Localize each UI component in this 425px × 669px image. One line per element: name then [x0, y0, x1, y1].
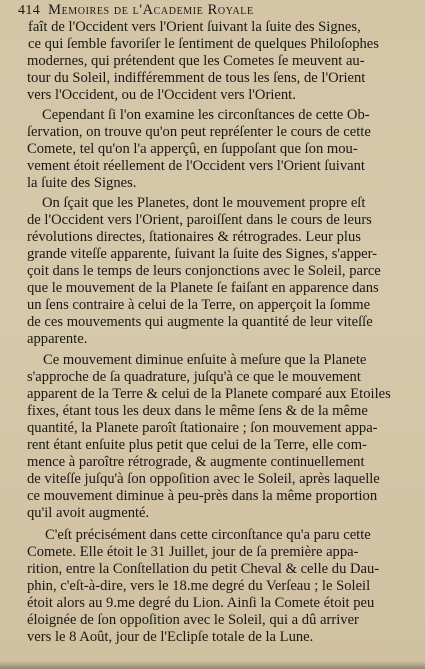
- text-line: quantité, la Planete paroît ſtationaire ; ſon mouvement appa-: [27, 420, 378, 436]
- text-line: de viteſſe juſqu'à ſon oppoſition avec le Soleil, après laquelle: [27, 471, 380, 487]
- text-line: modernes, qui prétendent que les Cometes ſe meuvent au-: [27, 53, 365, 69]
- text-line: fixes, étant tous les deux dans le même ſens & de la même: [27, 403, 368, 419]
- text-line: ce mouvement diminue à peu-près dans la même proportion: [27, 488, 378, 504]
- text-line: la ſuite des Signes.: [27, 175, 137, 191]
- text-line: ſervation, on trouve qu'on peut repréſenter le cours de cette: [27, 124, 371, 140]
- text-line: de ces mouvements qui augmente la quantité de leur viteſſe: [27, 314, 373, 330]
- text-line: On ſçait que les Planetes, dont le mouvement propre eſt: [42, 195, 366, 211]
- text-line: qu'il avoit augmenté.: [27, 505, 150, 521]
- text-line: rition, entre la Conſtellation du petit Cheval & celle du Dau-: [27, 561, 380, 577]
- text-line: grande viteſſe apparente, ſuivant la ſuite des Signes, s'apper-: [27, 246, 378, 262]
- text-line: apparente.: [27, 331, 88, 347]
- text-line: mence à paroître rétrograde, & augmente continuellement: [27, 454, 365, 470]
- text-line: Cependant ſi l'on examine les circonſtances de cette Ob-: [42, 107, 370, 123]
- text-line: vers le 8 Août, jour de l'Eclipſe totale de la Lune.: [27, 629, 314, 645]
- text-line: révolutions directes, ſtationaires & rétrogrades. Leur plus: [27, 229, 361, 245]
- text-line: Ce mouvement diminue enſuite à meſure que la Planete: [43, 352, 367, 368]
- text-line: rent étant enſuite plus petit que celui de la Terre, elle com-: [27, 437, 367, 453]
- text-line: étoit alors au 9.me degré du Lion. Ainſi la Comete étoit peu: [27, 595, 375, 611]
- page-number: 414: [18, 3, 41, 18]
- text-line: s'approche de ſa quadrature, juſqu'à ce que le mouvement: [27, 369, 361, 385]
- text-line: un ſens contraire à celui de la Terre, on apperçoit la ſomme: [27, 297, 371, 313]
- text-line: éloignée de ſon oppoſition avec le Soleil, qui a dû arriver: [27, 612, 359, 628]
- text-line: C'eſt précisément dans cette circonſtance qu'a paru cette: [45, 527, 371, 543]
- text-line: vement étoit réellement de l'Occident vers l'Orient ſuivant: [27, 158, 365, 174]
- running-title: Memoires de l'Academie Royale: [48, 2, 254, 18]
- text-line: que le mouvement de la Planete ſe faiſant en apparence dans: [27, 280, 379, 296]
- text-line: tour du Soleil, indifféremment de tous les ſens, de l'Orient: [27, 70, 366, 86]
- text-line: ce qui ſemble favoriſer le ſentiment de quelques Philoſophes: [28, 36, 379, 52]
- text-line: Comete, tel qu'on l'a apperçû, en ſuppoſant que ſon mou-: [27, 141, 358, 157]
- text-line: apparent de la Terre & celui de la Planete comparé aux Etoiles: [27, 386, 391, 402]
- text-line: phin, c'eſt-à-dire, vers le 18.me degré du Verſeau ; le Soleil: [27, 578, 371, 594]
- text-line: çoit dans le temps de leurs conjonctions avec le Soleil, parce: [27, 263, 381, 279]
- text-line: Comete. Elle étoit le 31 Juillet, jour de ſa première appa-: [27, 544, 359, 560]
- running-header: [18, 2, 411, 20]
- text-line: faît de l'Occident vers l'Orient ſuivant la ſuite des Signes,: [28, 19, 361, 35]
- page-edge-shadow: [0, 661, 425, 669]
- text-line: de l'Occident vers l'Orient, paroiſſent dans le cours de leurs: [27, 212, 372, 228]
- text-line: vers l'Occident, ou de l'Occident vers l'Orient.: [27, 87, 296, 103]
